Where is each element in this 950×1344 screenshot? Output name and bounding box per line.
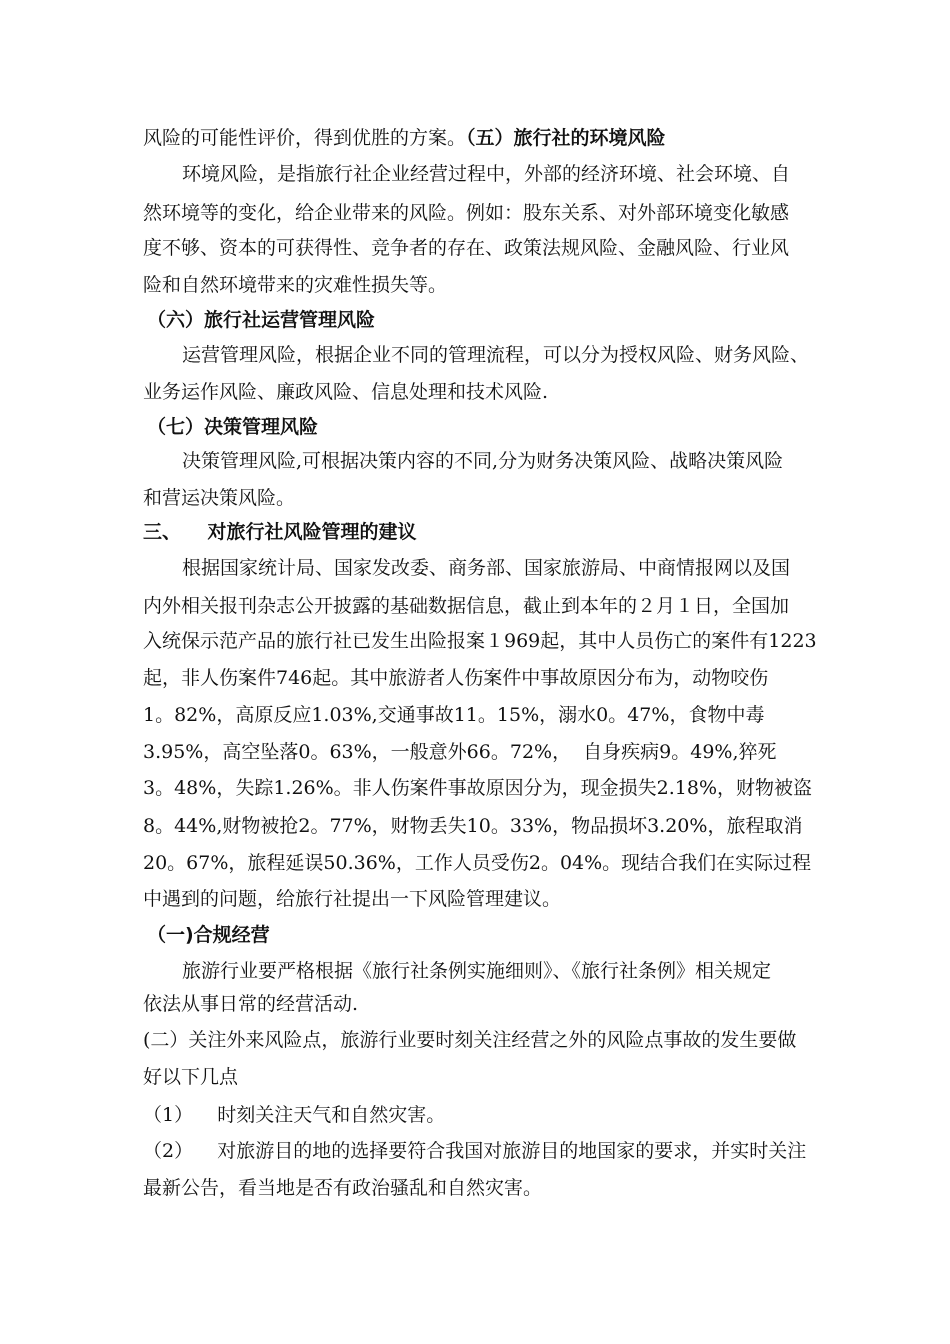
paragraph-line: 1。82%，高原反应1.03%,交通事故11。15%，溺水0。47%，食物中毒 [143,704,765,726]
paragraph-line: 最新公告，看当地是否有政治骚乱和自然灾害。 [143,1177,543,1199]
line-1-text: 风险的可能性评价，得到优胜的方案。 [143,127,467,149]
list-item-1: （1） 时刻关注天气和自然灾害。 [143,1104,446,1126]
heading-compliance: （一)合规经营 [147,924,270,946]
paragraph-line: 8。44%,财物被抢2。77%，财物丢失10。33%，物品损坏3.20%，旅程取消 [143,815,803,837]
paragraph-line: 业务运作风险、廉政风险、信息处理和技术风险. [143,381,549,403]
paragraph-line: 依法从事日常的经营活动. [143,993,359,1015]
heading-environment-risk: （五）旅行社的环境风险 [466,127,666,149]
paragraph-line: 3。48%，失踪1.26%。非人伤案件事故原因分为，现金损失2.18%，财物被盗 [143,777,813,799]
paragraph-line: 险和自然环境带来的灾难性损失等。 [143,274,448,296]
paragraph-line: 环境风险，是指旅行社企业经营过程中，外部的经济环境、社会环境、自 [182,163,791,185]
text-line-1 [143,124,666,152]
paragraph-line: 起，非人伤案件746起。其中旅游者人伤案件中事故原因分布为，动物咬伤 [143,667,769,689]
paragraph-line: 好以下几点 [143,1066,239,1088]
paragraph-line: 中遇到的问题，给旅行社提出一下风险管理建议。 [143,888,562,910]
paragraph-line: 内外相关报刊杂志公开披露的基础数据信息，截止到本年的２月１日，全国加 [143,595,790,617]
paragraph-line: 旅游行业要严格根据《旅行社条例实施细则》、《旅行社条例》相关规定 [182,960,772,982]
paragraph-line: 然环境等的变化，给企业带来的风险。例如：股东关系、对外部环境变化敏感 [143,202,790,224]
paragraph-line: 度不够、资本的可获得性、竞争者的存在、政策法规风险、金融风险、行业风 [143,237,790,259]
paragraph-line: 入统保示范产品的旅行社已发生出险报案１969起，其中人员伤亡的案件有1223 [143,630,817,652]
paragraph-line: 决策管理风险,可根据决策内容的不同,分为财务决策风险、战略决策风险 [182,450,784,472]
paragraph-line: 运营管理风险，根据企业不同的管理流程，可以分为授权风险、财务风险、 [182,344,810,366]
paragraph-line: 3.95%，高空坠落0。63%，一般意外66。72%， 自身疾病9。49%,猝死 [143,741,777,763]
paragraph-line: 20。67%，旅程延误50.36%，工作人员受伤2。04%。现结合我们在实际过程 [143,852,812,874]
list-item-2: （2） 对旅游目的地的选择要符合我国对旅游目的地国家的要求，并实时关注 [143,1140,807,1162]
paragraph-line: 根据国家统计局、国家发改委、商务部、国家旅游局、中商情报网以及国 [182,557,791,579]
paragraph-line: 和营运决策风险。 [143,487,296,509]
heading-operations-risk: （六）旅行社运营管理风险 [147,309,376,331]
heading-decision-risk: （七）决策管理风险 [147,416,319,438]
section-heading-suggestions: 三、 对旅行社风险管理的建议 [143,521,417,543]
paragraph-line: (二）关注外来风险点，旅游行业要时刻关注经营之外的风险点事故的发生要做 [143,1029,797,1051]
